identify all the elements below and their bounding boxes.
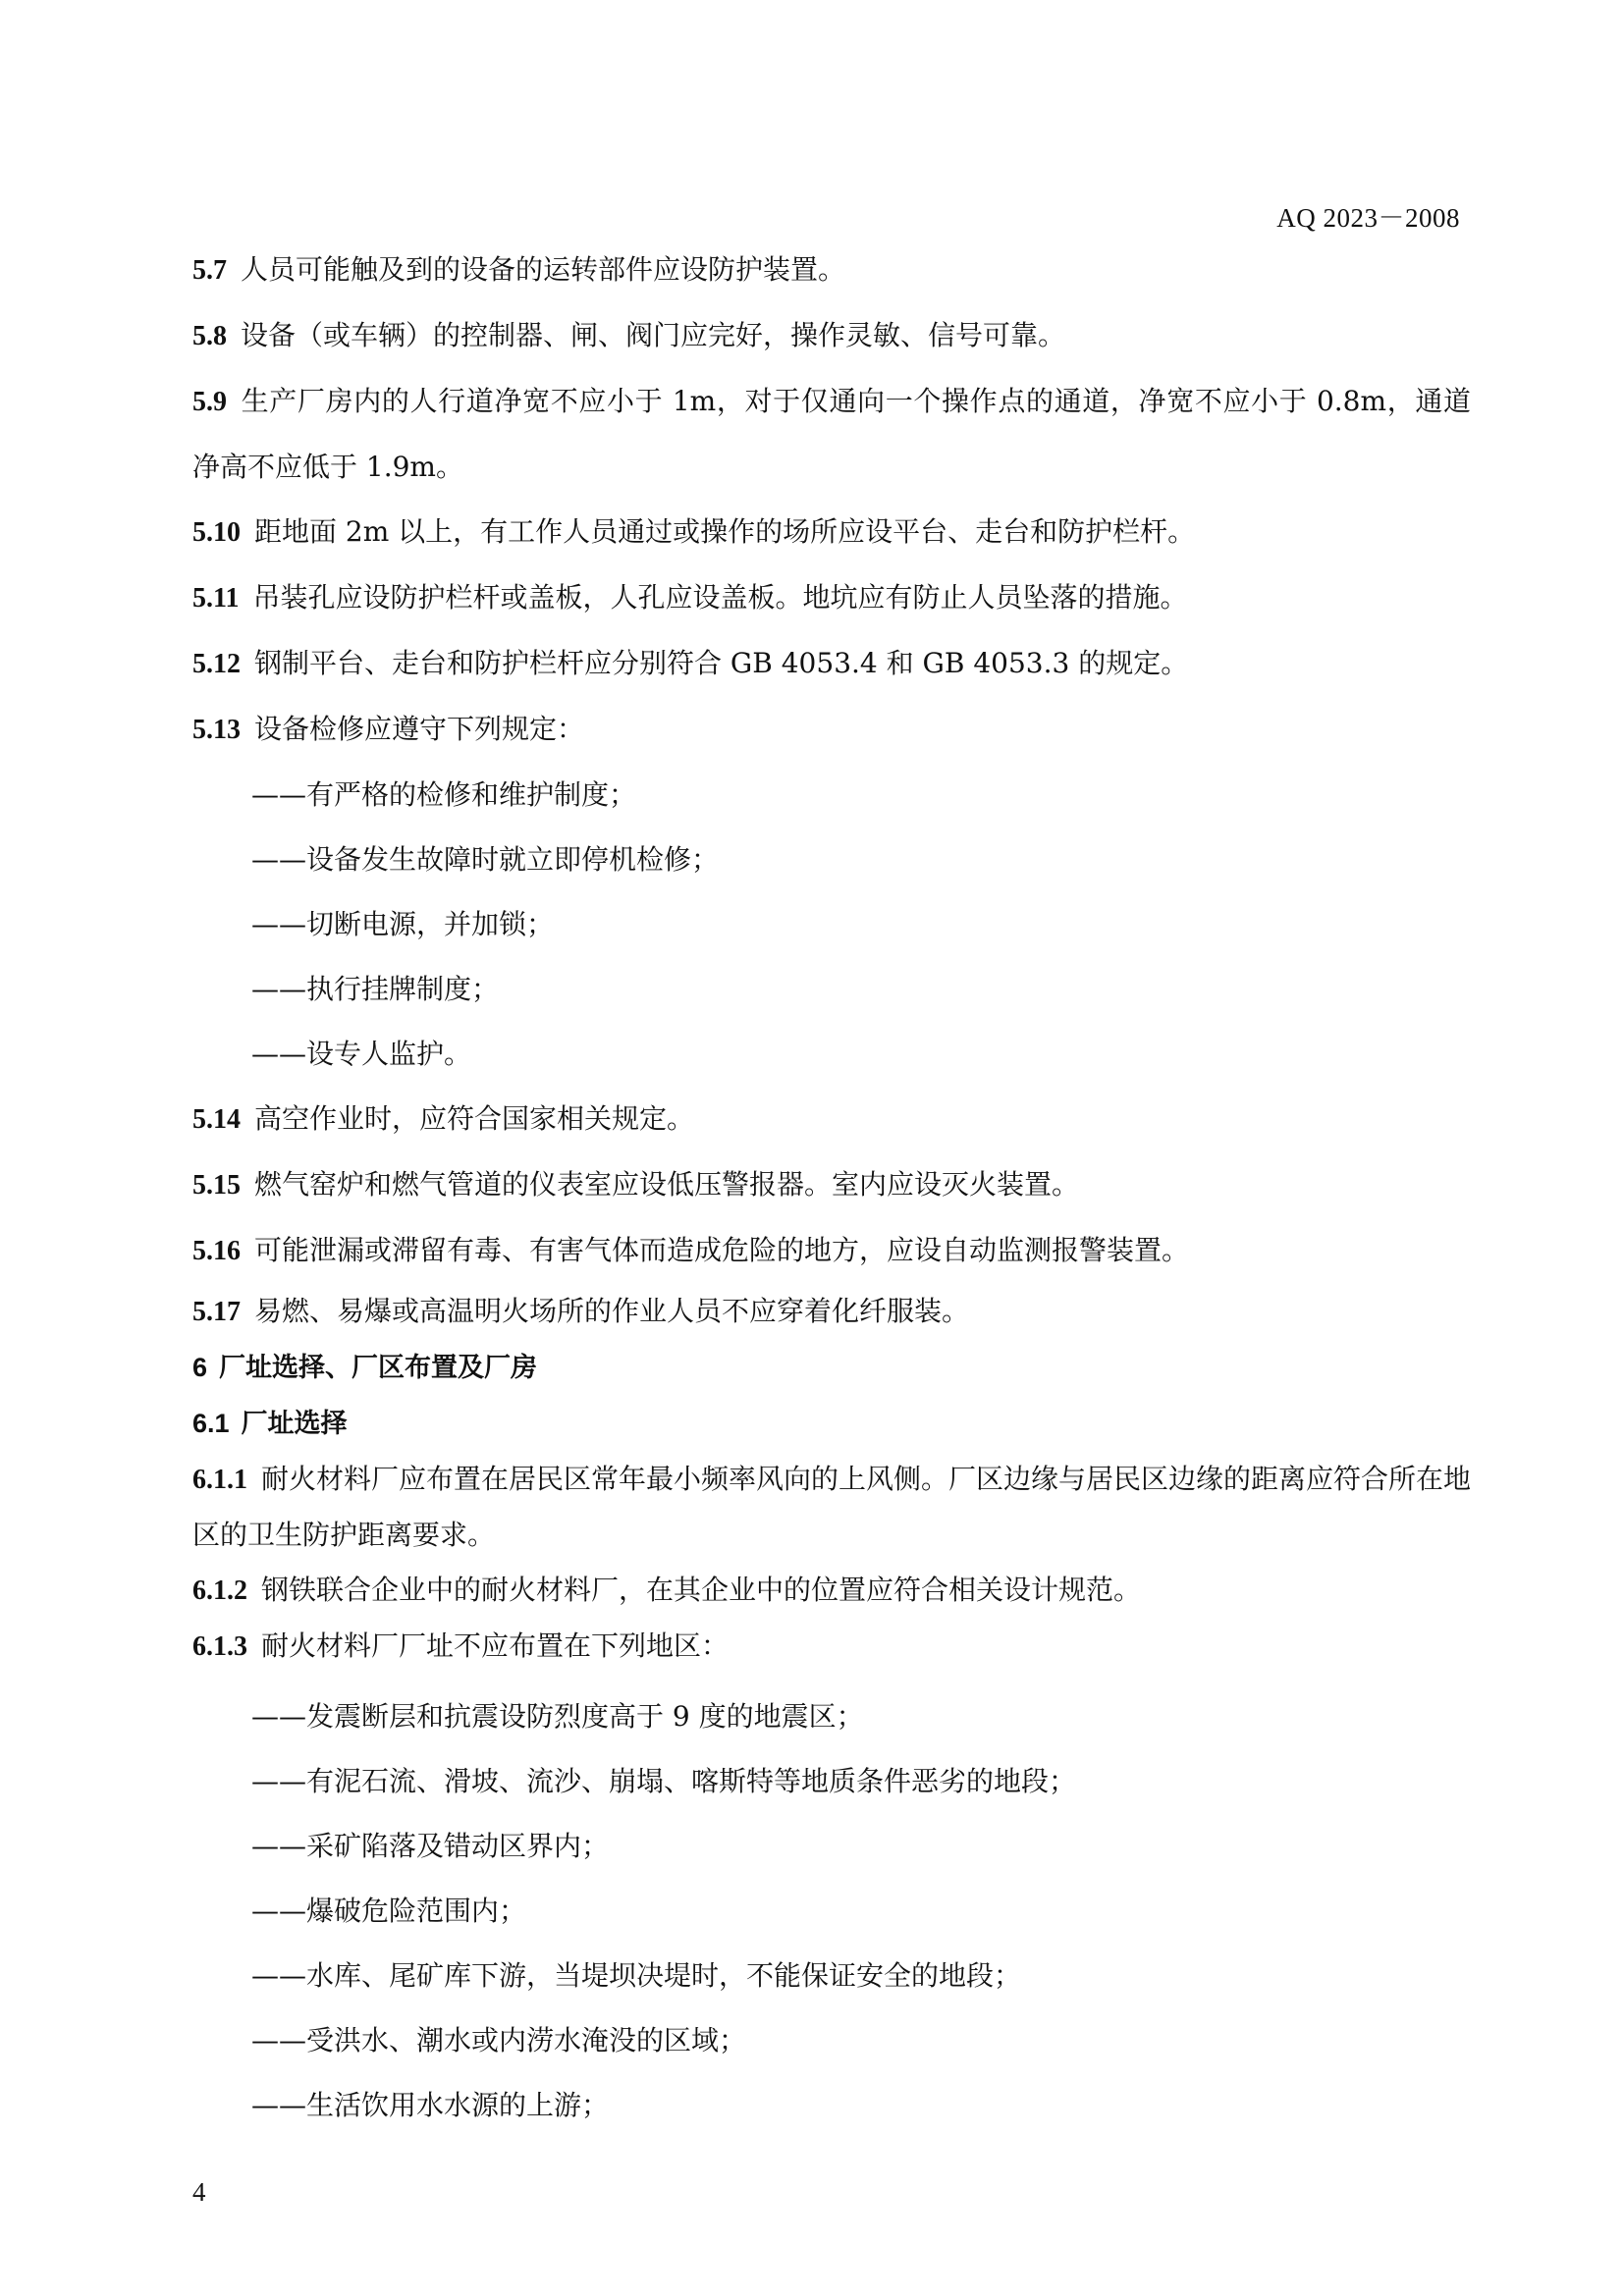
subsection-number: 6.1	[192, 1409, 230, 1438]
section-6-heading	[192, 1340, 1471, 1396]
clause-number: 5.13	[192, 715, 241, 745]
clause-text: 设备（或车辆）的控制器、闸、阀门应完好，操作灵敏、信号可靠。	[241, 319, 1066, 351]
list-item: ——爆破危险范围内；	[251, 1895, 527, 1927]
list-item: ——执行挂牌制度；	[251, 973, 500, 1005]
clause-text: 耐火材料厂厂址不应布置在下列地区：	[261, 1629, 730, 1662]
clause-text: 易燃、易爆或高温明火场所的作业人员不应穿着化纤服装。	[254, 1295, 970, 1327]
clause-5-17	[192, 1284, 1471, 1340]
clause-number: 5.7	[192, 255, 227, 286]
clause-5-10	[192, 500, 1471, 565]
clause-text: 钢制平台、走台和防护栏杆应分别符合 GB 4053.4 和 GB 4053.3 的规定。	[254, 647, 1189, 679]
clause-number: 5.10	[192, 517, 241, 548]
list-item: ——水库、尾矿库下游，当堤坝决堤时，不能保证安全的地段；	[251, 1959, 1022, 1992]
clause-6-1-1	[192, 1452, 1471, 1563]
clause-text: 生产厂房内的人行道净宽不应小于 1m，对于仅通向一个操作点的通道，净宽不应小于 0.8m，通道净高不应低于 1.9m。	[192, 385, 1471, 483]
clause-text: 钢铁联合企业中的耐火材料厂，在其企业中的位置应符合相关设计规范。	[261, 1574, 1142, 1606]
clause-text: 燃气窑炉和燃气管道的仪表室应设低压警报器。室内应设灭火装置。	[254, 1168, 1080, 1201]
clause-number: 6.1.1	[192, 1465, 247, 1495]
subsection-6-1-heading	[192, 1396, 1471, 1452]
clause-number: 5.16	[192, 1236, 241, 1266]
clause-number: 5.11	[192, 583, 240, 614]
clause-5-15	[192, 1152, 1471, 1218]
clause-number: 6.1.2	[192, 1575, 247, 1606]
clause-number: 5.17	[192, 1297, 241, 1327]
clause-6-1-2	[192, 1563, 1471, 1619]
clause-text: 高空作业时，应符合国家相关规定。	[254, 1102, 695, 1135]
clause-5-8	[192, 303, 1471, 369]
clause-text: 可能泄漏或滞留有毒、有害气体而造成危险的地方，应设自动监测报警装置。	[254, 1234, 1190, 1266]
list-item: ——有严格的检修和维护制度；	[251, 778, 637, 811]
clause-5-12	[192, 631, 1471, 697]
clause-text: 设备检修应遵守下列规定：	[254, 713, 585, 745]
clause-text: 吊装孔应设防护栏杆或盖板，人孔应设盖板。地坑应有防止人员坠落的措施。	[252, 581, 1188, 614]
list-item: ——受洪水、潮水或内涝水淹没的区域；	[251, 2024, 747, 2056]
list-item: ——生活饮用水水源的上游；	[251, 2089, 610, 2121]
list-item: ——设备发生故障时就立即停机检修；	[251, 843, 720, 876]
clause-text: 耐火材料厂应布置在居民区常年最小频率风向的上风侧。厂区边缘与居民区边缘的距离应符合所在地区的卫生防护距离要求。	[192, 1463, 1472, 1551]
list-item: ——有泥石流、滑坡、流沙、崩塌、喀斯特等地质条件恶劣的地段；	[251, 1765, 1077, 1797]
clause-5-11	[192, 565, 1471, 631]
document-body	[192, 238, 1471, 2138]
clause-5-14	[192, 1087, 1471, 1152]
clause-text: 距地面 2m 以上，有工作人员通过或操作的场所应设平台、走台和防护栏杆。	[254, 515, 1196, 548]
list-item: ——发震断层和抗震设防烈度高于 9 度的地震区；	[251, 1700, 864, 1733]
clause-number: 5.15	[192, 1170, 241, 1201]
section-title: 厂址选择、厂区布置及厂房	[219, 1353, 538, 1383]
list-item: ——切断电源，并加锁；	[251, 908, 555, 940]
clause-5-9	[192, 369, 1471, 500]
subsection-title: 厂址选择	[241, 1409, 348, 1439]
document-code-header: AQ 2023－2008	[1276, 203, 1460, 233]
page-number: 4	[192, 2177, 206, 2207]
clause-number: 5.14	[192, 1104, 241, 1135]
section-number: 6	[192, 1353, 208, 1382]
clause-number: 5.8	[192, 321, 227, 351]
clause-number: 5.12	[192, 649, 241, 679]
clause-text: 人员可能触及到的设备的运转部件应设防护装置。	[241, 253, 846, 286]
list-item: ——设专人监护。	[251, 1038, 472, 1070]
clause-6-1-3	[192, 1619, 1471, 1675]
clause-5-16	[192, 1218, 1471, 1284]
clause-5-13	[192, 697, 1471, 763]
list-item: ——采矿陷落及错动区界内；	[251, 1830, 610, 1862]
clause-number: 5.9	[192, 387, 227, 417]
clause-5-7	[192, 238, 1471, 303]
clause-number: 6.1.3	[192, 1631, 247, 1662]
